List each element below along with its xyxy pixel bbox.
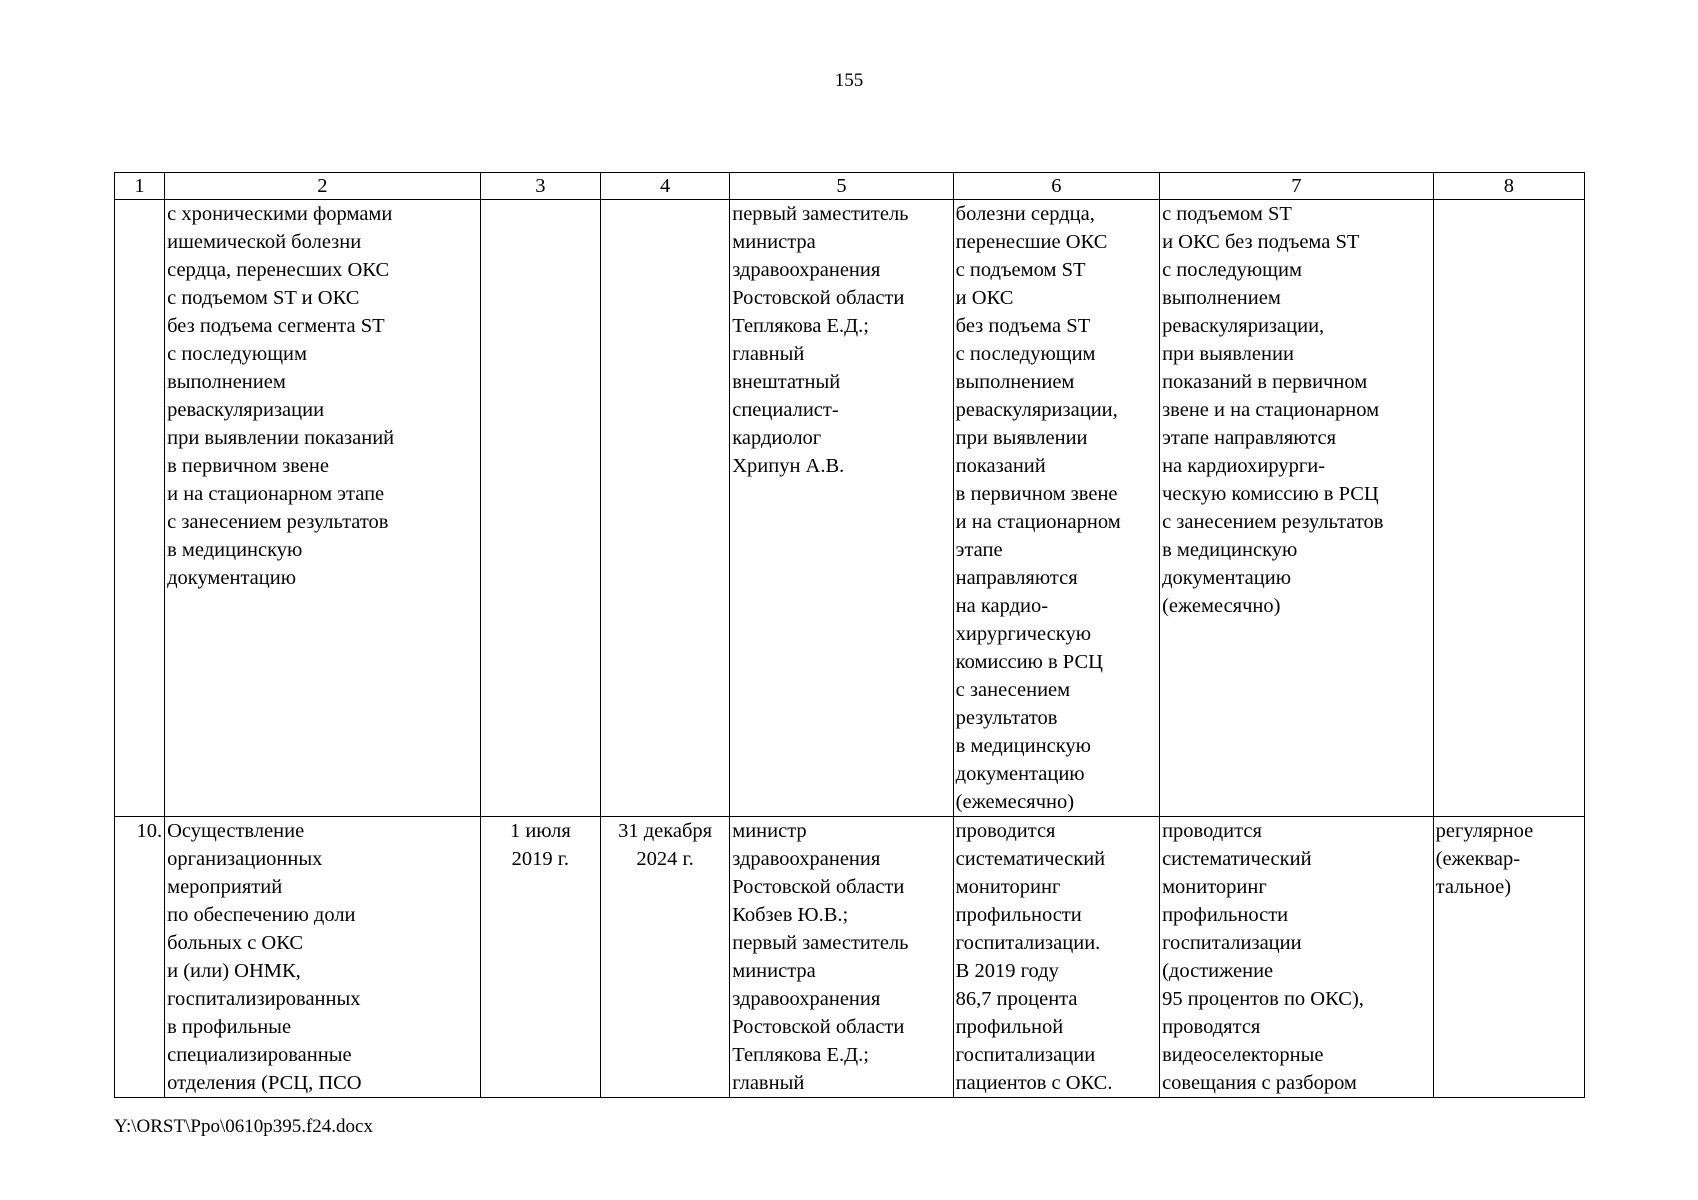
cell-start-date (480, 200, 600, 817)
cell-control: проводится систематический мониторинг профильности госпитализации (достижение 95 процентов по ОКС), проводятся видеоселекторные совещания с разбором (1160, 817, 1434, 1098)
footer-file-path: Y:\ORST\Ppo\0610p395.f24.docx (114, 1116, 373, 1137)
cell-item-number: 10. (115, 817, 165, 1098)
column-number-3: 3 (480, 173, 600, 200)
column-number-4: 4 (600, 173, 729, 200)
column-number-1: 1 (115, 173, 165, 200)
table-header-row (115, 173, 1585, 200)
cell-end-date (600, 200, 729, 817)
cell-end-date: 31 декабря 2024 г. (600, 817, 729, 1098)
cell-item-number (115, 200, 165, 817)
cell-characteristic: болезни сердца, перенесшие ОКС с подъемом ST и ОКС без подъема ST с последующим выполнением реваскуляризации, при выявлении показаний в первичном звене и на стационарном этапе направляются на кардио- хирургическую комиссию в РСЦ с занесением результатов в медицинскую документацию (ежемесячно) (953, 200, 1159, 817)
cell-type: регулярное (ежеквар- тальное) (1433, 817, 1584, 1098)
cell-type (1433, 200, 1584, 817)
column-number-2: 2 (165, 173, 481, 200)
column-number-8: 8 (1433, 173, 1584, 200)
cell-start-date: 1 июля 2019 г. (480, 817, 600, 1098)
column-number-5: 5 (730, 173, 953, 200)
column-number-7: 7 (1160, 173, 1434, 200)
cell-activity: Осуществление организационных мероприятий по обеспечению доли больных с ОКС и (или) ОНМК, госпитализированных в профильные специализированные отделения (РСЦ, ПСО (165, 817, 481, 1098)
table-row-item-10 (115, 817, 1585, 1098)
table-row-continuation (115, 200, 1585, 817)
measures-table (114, 172, 1585, 1098)
column-number-6: 6 (953, 173, 1159, 200)
page-number: 155 (834, 70, 864, 91)
cell-responsible: первый заместитель министра здравоохранения Ростовской области Теплякова Е.Д.; главный внештатный специалист- кардиолог Хрипун А.В. (730, 200, 953, 817)
cell-control: с подъемом ST и ОКС без подъема ST с последующим выполнением реваскуляризации, при выявлении показаний в первичном звене и на стационарном этапе направляются на кардиохирурги- ческую комиссию в РСЦ с занесением результатов в медицинскую документацию (ежемесячно) (1160, 200, 1434, 817)
cell-responsible: министр здравоохранения Ростовской области Кобзев Ю.В.; первый заместитель министра здравоохранения Ростовской области Теплякова Е.Д.; главный (730, 817, 953, 1098)
cell-characteristic: проводится систематический мониторинг профильности госпитализации. В 2019 году 86,7 процента профильной госпитализации пациентов с ОКС. (953, 817, 1159, 1098)
cell-activity: с хроническими формами ишемической болезни сердца, перенесших ОКС с подъемом ST и ОКС без подъема сегмента ST с последующим выполнением реваскуляризации при выявлении показаний в первичном звене и на стационарном этапе с занесением результатов в медицинскую документацию (165, 200, 481, 817)
